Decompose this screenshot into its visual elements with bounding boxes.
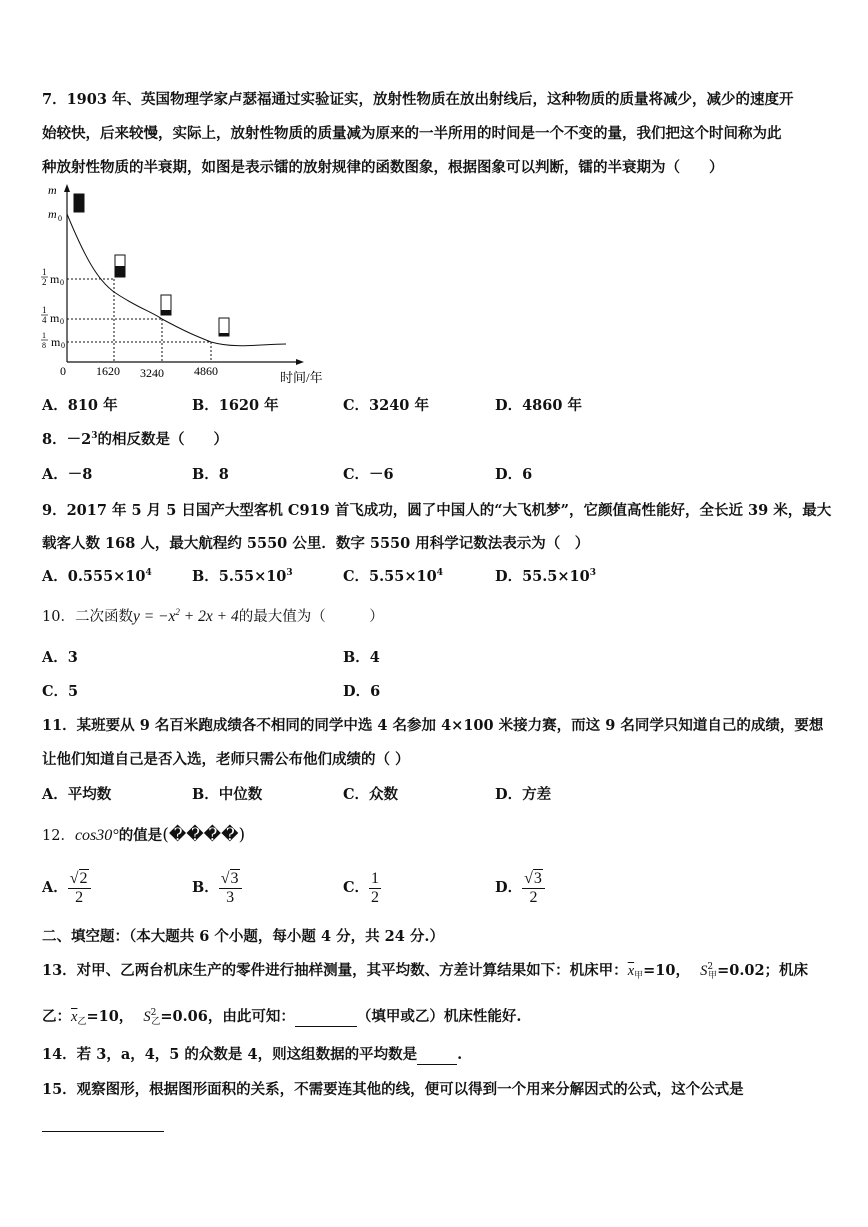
- label-quarter-m0: m: [50, 311, 60, 325]
- svg-text:2: 2: [42, 277, 47, 287]
- sample-eighth: [219, 333, 229, 336]
- radium-decay-graph: [36, 182, 356, 392]
- q7-option-a: A．810 年: [42, 397, 118, 414]
- label-eighth-m0: m: [51, 335, 61, 349]
- q12-option-b: B． $\frac{√3}{3}$: [192, 868, 242, 908]
- q13-text-line1: 13．对甲、乙两台机床生产的零件进行抽样测量，其平均数、方差计算结果如下：机床甲：$\overline{x}_甲=10$， $S^2_甲=0.02$；机床: [42, 962, 809, 981]
- q11-text-line2: 让他们知道自己是否入选，老师只需公布他们成绩的（ ）: [42, 751, 410, 768]
- q12-stem: 12．cos30°的值是(����): [42, 825, 246, 845]
- q14-text: 14．若 3，a，4，5 的众数是 4，则这组数据的平均数是 .: [42, 1046, 463, 1063]
- q7-option-d: D．4860 年: [495, 397, 582, 414]
- q11-option-b: B．中位数: [192, 786, 263, 803]
- label-m0: m: [48, 207, 57, 221]
- q8-stem: 8．$-2^3$的相反数是（ ）: [42, 431, 228, 448]
- q7-text-line1: 7．1903 年、英国物理学家卢瑟福通过实验证实，放射性物质在放出射线后，这种物质的质量将减少，减少的速度开: [42, 91, 794, 108]
- x-tick-1620: 1620: [96, 364, 120, 378]
- q7-option-c: C．3240 年: [343, 397, 429, 414]
- q8-option-d: D．6: [495, 466, 533, 483]
- section-title-fill-in: 二、填空题：（本大题共 6 个小题，每小题 4 分，共 24 分.）: [42, 928, 444, 945]
- q9-text-line1: 9．2017 年 5 月 5 日国产大型客机 C919 首飞成功，圆了中国人的“大飞机梦”，它颜值高性能好，全长近 39 米，最大: [42, 502, 832, 519]
- q11-text-line1: 11．某班要从 9 名百米跑成绩各不相同的同学中选 4 名参加 4×100 米接力赛，而这 9 名同学只知道自己的成绩，要想: [42, 717, 824, 734]
- q10-stem: 10．二次函数$y = -x^2 + 2x + 4$的最大值为（ ）: [42, 607, 384, 625]
- svg-text:1: 1: [42, 305, 47, 315]
- q10-formula: $y = -x^2 + 2x + 4$: [132, 607, 239, 625]
- sample-quarter: [161, 310, 171, 315]
- q7-text-line2: 始较快，后来较慢，实际上，放射性物质的质量减为原来的一半所用的时间是一个不变的量，我们把这个时间称为此: [42, 125, 782, 142]
- sample-full: [74, 194, 84, 212]
- svg-text:0: 0: [58, 214, 62, 223]
- q11-option-d: D．方差: [495, 786, 552, 803]
- svg-text:8: 8: [42, 341, 46, 350]
- q13-text-line2: 乙：$\overline{x}_乙=10$， $S^2_乙=0.06$，由此可知： （填甲或乙）机床性能好.: [42, 1008, 522, 1027]
- q15-answer-blank[interactable]: [42, 1131, 164, 1132]
- q9-option-b: B．$5.55\times 10^3$: [192, 568, 293, 585]
- x-tick-4860: 4860: [194, 364, 218, 378]
- q14-answer-blank[interactable]: [417, 1064, 457, 1065]
- svg-text:0: 0: [61, 341, 65, 350]
- q8-option-a: A．－8: [42, 466, 93, 483]
- q9-option-a: A．$0.555\times 10^4$: [42, 568, 152, 585]
- q12-option-c: C． $\frac{1}{2}$: [343, 869, 380, 906]
- y-axis-label: m: [48, 183, 57, 197]
- q7-option-b: B．1620 年: [192, 397, 279, 414]
- origin-label: 0: [60, 364, 66, 378]
- svg-text:1: 1: [42, 267, 47, 277]
- q10-option-a: A．3: [42, 649, 78, 666]
- sample-half: [115, 266, 125, 277]
- q10-option-d: D．6: [343, 683, 381, 700]
- q9-text-line2: 载客人数 168 人，最大航程约 5550 公里．数字 5550 用科学记数法表示为（ ）: [42, 535, 590, 552]
- q8-option-c: C．－6: [343, 466, 394, 483]
- q8-option-b: B．8: [192, 466, 229, 483]
- q9-option-d: D．$55.5\times 10^3$: [495, 568, 596, 585]
- svg-text:0: 0: [60, 278, 64, 287]
- q12-option-a: A． $\frac{√2}{2}$: [42, 868, 91, 908]
- q9-option-c: C．$5.55\times 10^4$: [343, 568, 443, 585]
- svg-text:4: 4: [42, 315, 47, 325]
- q11-option-c: C．众数: [343, 786, 399, 803]
- svg-text:1: 1: [42, 331, 46, 340]
- x-tick-3240: 3240: [140, 366, 164, 380]
- q12-formula: cos30°: [74, 827, 119, 844]
- q13-answer-blank[interactable]: [295, 1026, 357, 1027]
- q12-option-d: D． $\frac{√3}{2}$: [495, 868, 545, 908]
- x-axis-label: 时间/年: [280, 370, 323, 385]
- q11-option-a: A．平均数: [42, 786, 112, 803]
- svg-text:0: 0: [60, 317, 64, 326]
- q10-option-c: C．5: [42, 683, 79, 700]
- label-half-m0: m: [50, 272, 60, 286]
- q10-option-b: B．4: [343, 649, 380, 666]
- q7-text-line3: 种放射性物质的半衰期，如图是表示镭的放射规律的函数图象，根据图象可以判断，镭的半衰期为（ ）: [42, 159, 724, 176]
- q15-text: 15．观察图形，根据图形面积的关系，不需要连其他的线，便可以得到一个用来分解因式的公式，这个公式是: [42, 1081, 744, 1098]
- decay-curve: [67, 214, 286, 346]
